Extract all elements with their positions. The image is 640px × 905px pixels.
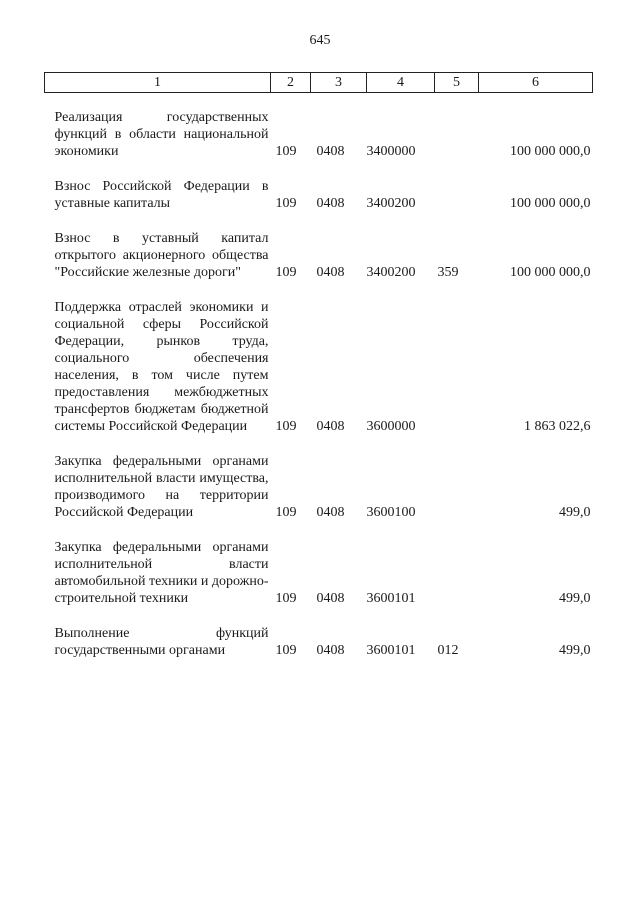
row-target-code: 3600101 <box>366 591 416 606</box>
row-section-code: 0408 <box>316 643 345 658</box>
row-amount: 499,0 <box>559 591 591 606</box>
row-ministry-code: 109 <box>275 591 297 606</box>
table-row <box>45 435 593 521</box>
row-name: Закупка федеральными органами исполнительной власти имущества, производимого на территории Российской Федерации <box>54 454 269 520</box>
column-header-6: 6 <box>479 73 593 93</box>
row-expense-type <box>435 521 479 607</box>
row-ministry-code: 109 <box>275 505 297 520</box>
table-row <box>45 281 593 435</box>
row-amount: 100 000 000,0 <box>510 196 591 211</box>
row-expense-type <box>435 93 479 161</box>
row-name: Взнос Российской Федерации в уставные капиталы <box>54 179 269 211</box>
row-name: Поддержка отраслей экономики и социальной сферы Российской Федерации, рынков труда, социального обеспечения населения, в том числе путем предоставления межбюджетных трансфертов бюджетам бюджетной системы Российской Федерации <box>54 300 269 434</box>
row-expense-type: 012 <box>437 643 459 658</box>
row-amount: 1 863 022,6 <box>524 419 591 434</box>
column-header-5: 5 <box>435 73 479 93</box>
row-section-code: 0408 <box>316 419 345 434</box>
row-amount: 499,0 <box>559 643 591 658</box>
row-ministry-code: 109 <box>275 643 297 658</box>
row-ministry-code: 109 <box>275 419 297 434</box>
row-expense-type <box>435 160 479 212</box>
row-amount: 499,0 <box>559 505 591 520</box>
row-target-code: 3600100 <box>366 505 416 520</box>
row-section-code: 0408 <box>316 144 345 159</box>
row-name: Реализация государственных функций в области национальной экономики <box>54 110 269 159</box>
table-header <box>45 73 593 93</box>
table-row <box>45 212 593 281</box>
budget-table <box>44 72 593 659</box>
row-amount: 100 000 000,0 <box>510 265 591 280</box>
row-name: Взнос в уставный капитал открытого акционерного общества "Российские железные дороги" <box>54 231 269 280</box>
column-header-1: 1 <box>45 73 271 93</box>
row-ministry-code: 109 <box>275 196 297 211</box>
row-section-code: 0408 <box>316 265 345 280</box>
row-target-code: 3400200 <box>366 265 416 280</box>
table-body <box>45 93 593 660</box>
table-row <box>45 607 593 659</box>
table-row <box>45 521 593 607</box>
row-section-code: 0408 <box>316 591 345 606</box>
row-expense-type <box>435 281 479 435</box>
row-name: Выполнение функций государственными органами <box>54 626 269 658</box>
table-row <box>45 93 593 161</box>
column-header-4: 4 <box>367 73 435 93</box>
row-target-code: 3600101 <box>366 643 416 658</box>
row-target-code: 3400200 <box>366 196 416 211</box>
column-header-3: 3 <box>311 73 367 93</box>
page-number: 645 <box>309 33 331 48</box>
row-target-code: 3400000 <box>366 144 416 159</box>
row-amount: 100 000 000,0 <box>510 144 591 159</box>
row-section-code: 0408 <box>316 505 345 520</box>
row-expense-type <box>435 435 479 521</box>
row-ministry-code: 109 <box>275 144 297 159</box>
table-row <box>45 160 593 212</box>
row-expense-type: 359 <box>437 265 459 280</box>
row-section-code: 0408 <box>316 196 345 211</box>
row-ministry-code: 109 <box>275 265 297 280</box>
row-target-code: 3600000 <box>366 419 416 434</box>
row-name: Закупка федеральными органами исполнительной власти автомобильной техники и дорожно-строительной техники <box>54 540 269 606</box>
column-header-2: 2 <box>271 73 311 93</box>
